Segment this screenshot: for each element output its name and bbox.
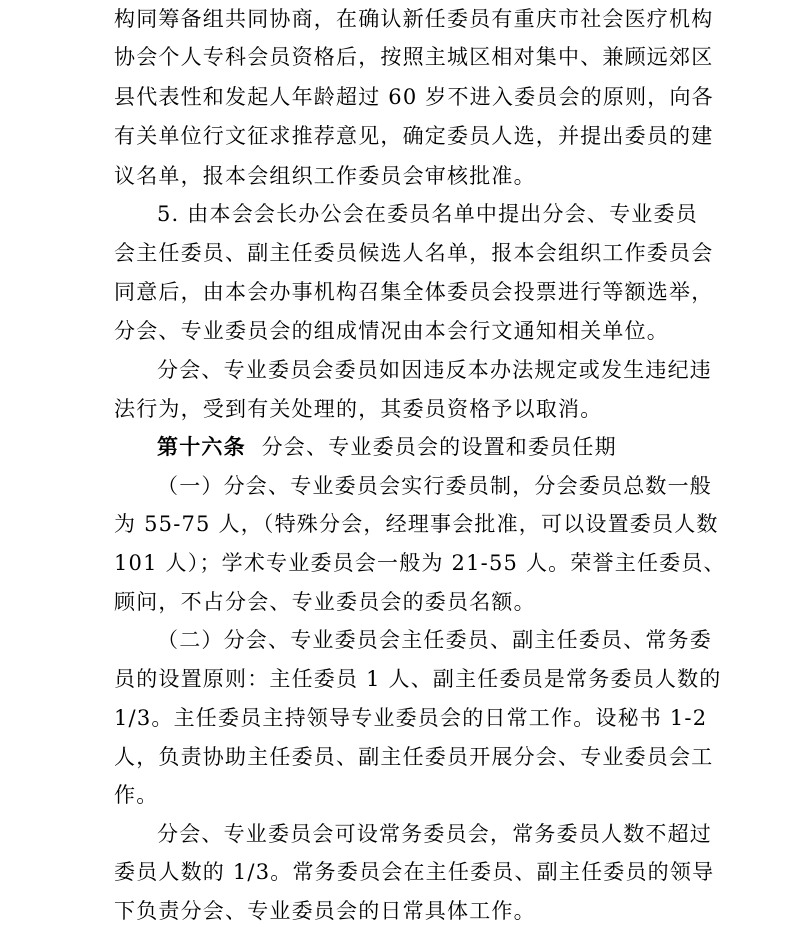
body-text-line: 委员人数的 1/3。常务委员会在主任委员、副主任委员的领导 (114, 860, 715, 884)
body-text-line: 协会个人专科会员资格后，按照主城区相对集中、兼顾远郊区 (114, 45, 714, 69)
body-text-line: 为 55-75 人，（特殊分会，经理事会批准，可以设置委员人数 (114, 512, 719, 536)
body-text-line: 法行为，受到有关处理的，其委员资格予以取消。 (114, 397, 603, 421)
body-text-line: 作。 (114, 783, 159, 807)
body-text-line: 分会、专业委员会委员如因违反本办法规定或发生违纪违 (157, 358, 712, 382)
body-text-line: 顾问，不占分会、专业委员会的委员名额。 (114, 590, 536, 614)
body-text-line: 人，负责协助主任委员、副主任委员开展分会、专业委员会工 (114, 745, 714, 769)
body-text-line: 101 人）；学术专业委员会一般为 21-55 人。荣誉主任委员、 (114, 551, 726, 575)
body-text-line: （二）分会、专业委员会主任委员、副主任委员、常务委 (157, 628, 712, 652)
body-text-line: 分会、专业委员会的组成情况由本会行文通知相关单位。 (114, 319, 669, 343)
body-text-line: 员的设置原则：主任委员 1 人、副主任委员是常务委员人数的 (114, 667, 722, 691)
body-text-line: 议名单，报本会组织工作委员会审核批准。 (114, 164, 536, 188)
body-text-line: 县代表性和发起人年龄超过 60 岁不进入委员会的原则，向各 (114, 85, 714, 109)
body-text-line: （一）分会、专业委员会实行委员制，分会委员总数一般 (157, 474, 712, 498)
body-text-line: 同意后，由本会办事机构召集全体委员会投票进行等额选举， (114, 280, 714, 304)
body-text-line: 分会、专业委员会可设常务委员会，常务委员人数不超过 (157, 822, 712, 846)
body-text-line: 有关单位行文征求推荐意见，确定委员人选，并提出委员的建 (114, 124, 714, 148)
body-text-line: 下负责分会、专业委员会的日常具体工作。 (114, 899, 536, 923)
body-text-line: 1/3。主任委员主持领导专业委员会的日常工作。设秘书 1-2 (114, 706, 708, 730)
article-title: 分会、专业委员会的设置和委员任期 (261, 435, 617, 459)
article-number: 第十六条 (157, 434, 246, 459)
body-text-line: 构同筹备组共同协商，在确认新任委员有重庆市社会医疗机构 (114, 7, 714, 31)
body-text-line: 会主任委员、副主任委员候选人名单，报本会组织工作委员会 (114, 241, 714, 265)
article-heading-line (157, 433, 617, 461)
body-text-line: 5. 由本会会长办公会在委员名单中提出分会、专业委员 (157, 202, 698, 226)
